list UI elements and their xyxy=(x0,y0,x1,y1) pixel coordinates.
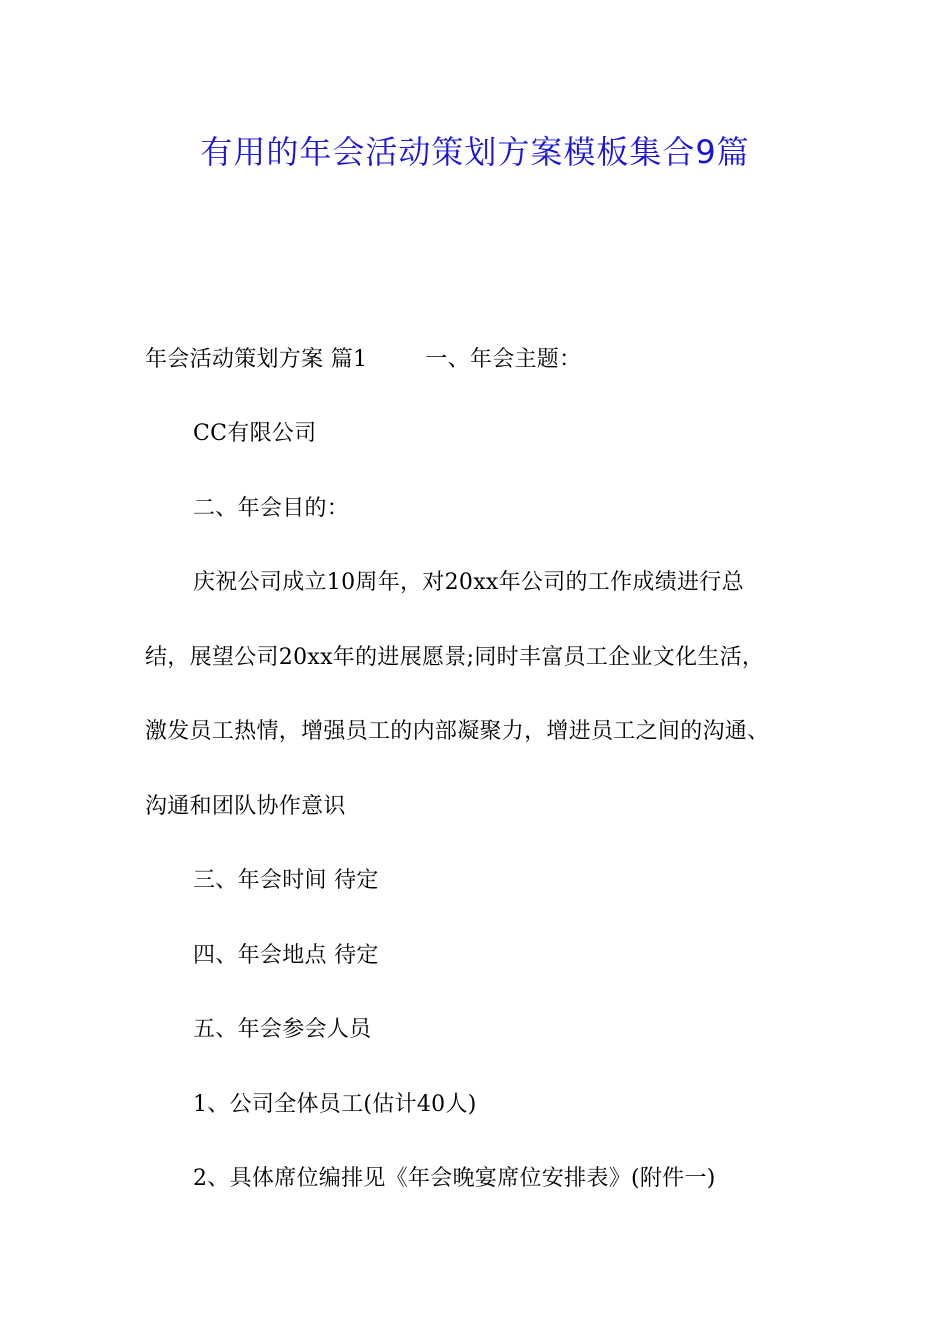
purpose-paragraph-line-2: 结，展望公司20xx年的进展愿景;同时丰富员工企业文化生活， xyxy=(145,645,765,670)
theme-heading: 一、年会主题： xyxy=(425,347,582,372)
attendee-item-2: 2、具体席位编排见《年会晚宴席位安排表》(附件一) xyxy=(193,1166,716,1191)
purpose-heading: 二、年会目的： xyxy=(193,496,350,521)
attendees-heading: 五、年会参会人员 xyxy=(193,1017,372,1042)
location-item: 四、年会地点 待定 xyxy=(193,943,379,968)
purpose-paragraph-line-3: 激发员工热情，增强员工的内部凝聚力，增进员工之间的沟通、 xyxy=(145,719,770,744)
company-name: CC有限公司 xyxy=(193,421,317,446)
section-heading-row xyxy=(145,344,581,376)
document-title: 有用的年会活动策划方案模板集合9篇 xyxy=(200,133,750,171)
purpose-paragraph-line-4: 沟通和团队协作意识 xyxy=(145,794,346,819)
section-heading: 年会活动策划方案 篇1 xyxy=(145,347,368,372)
attendee-item-1: 1、公司全体员工(估计40人) xyxy=(193,1092,477,1117)
purpose-paragraph-line-1: 庆祝公司成立10周年，对20xx年公司的工作成绩进行总 xyxy=(193,570,744,595)
time-item: 三、年会时间 待定 xyxy=(193,868,379,893)
